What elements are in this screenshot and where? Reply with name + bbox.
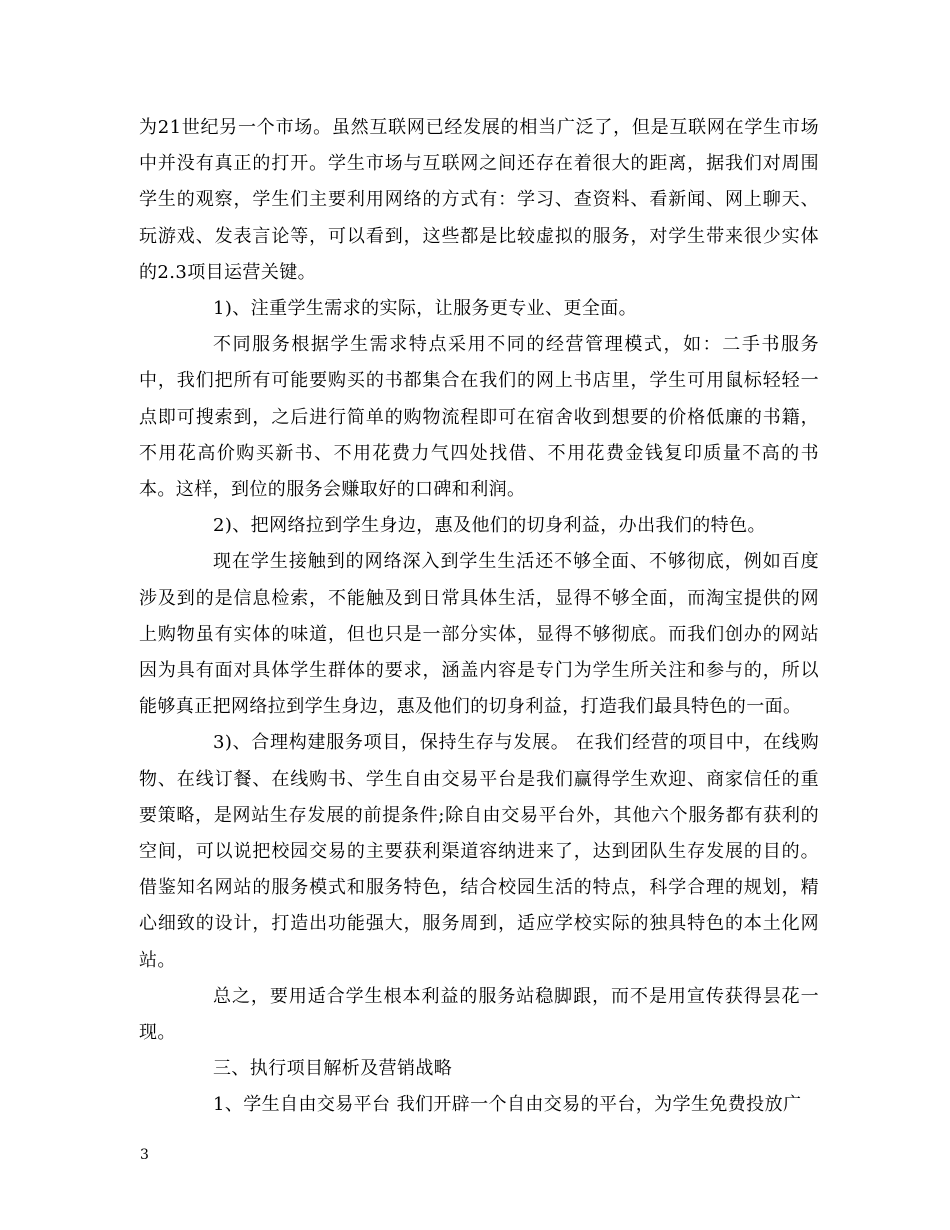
paragraph-trading-platform: 1、学生自由交易平台 我们开辟一个自由交易的平台，为学生免费投放广 (213, 1094, 802, 1116)
paragraph-point-1-heading: 1)、注重学生需求的实际，让服务更专业、更全面。 (213, 298, 638, 320)
paragraph-point-2-heading: 2)、把网络拉到学生身边，惠及他们的切身利益，办出我们的特色。 (213, 515, 766, 537)
page-number: 3 (140, 1147, 149, 1163)
section-heading-execution: 三、执行项目解析及营销战略 (213, 1058, 453, 1080)
paragraph-point-3: 3)、合理构建服务项目，保持生存与发展。 在我们经营的项目中，在线购物、在线订餐、在线购书、学生自由交易平台是我们赢得学生欢迎、商家信任的重要策略，是网站生存发展的前提条件;除自由交易平台外，其他六个服务都有获利的空间，可以说把校园交易的主要获利渠道容纳进来了，达到团队生存发展的目的。借鉴知名网站的服务模式和服务特色，结合校园生活的特点，科学合理的规划，精心细致的设计，打造出功能强大，服务周到，适应学校实际的独具特色的本土化网站。 (139, 732, 819, 971)
document-body (139, 110, 819, 1124)
paragraph-intro-continued: 为21世纪另一个市场。虽然互联网已经发展的相当广泛了，但是互联网在学生市场中并没有真正的打开。学生市场与互联网之间还存在着很大的距离，据我们对周围学生的观察，学生们主要利用网络的方式有：学习、查资料、看新闻、网上聊天、玩游戏、发表言论等，可以看到，这些都是比较虚拟的服务，对学生带来很少实体的2.3项目运营关键。 (139, 117, 819, 283)
paragraph-summary: 总之，要用适合学生根本利益的服务站稳脚跟，而不是用宣传获得昙花一现。 (139, 985, 819, 1044)
paragraph-point-2-body: 现在学生接触到的网络深入到学生生活还不够全面、不够彻底，例如百度涉及到的是信息检索，不能触及到日常具体生活，显得不够全面，而淘宝提供的网上购物虽有实体的味道，但也只是一部分实体，显得不够彻底。而我们创办的网站因为具有面对具体学生群体的要求，涵盖内容是专门为学生所关注和参与的，所以能够真正把网络拉到学生身边，惠及他们的切身利益，打造我们最具特色的一面。 (139, 551, 819, 718)
paragraph-point-1-body: 不同服务根据学生需求特点采用不同的经营管理模式，如：二手书服务中，我们把所有可能要购买的书都集合在我们的网上书店里，学生可用鼠标轻轻一点即可搜索到，之后进行简单的购物流程即可在宿舍收到想要的价格低廉的书籍，不用花高价购买新书、不用花费力气四处找借、不用花费金钱复印质量不高的书本。这样，到位的服务会赚取好的口碑和利润。 (139, 334, 819, 501)
